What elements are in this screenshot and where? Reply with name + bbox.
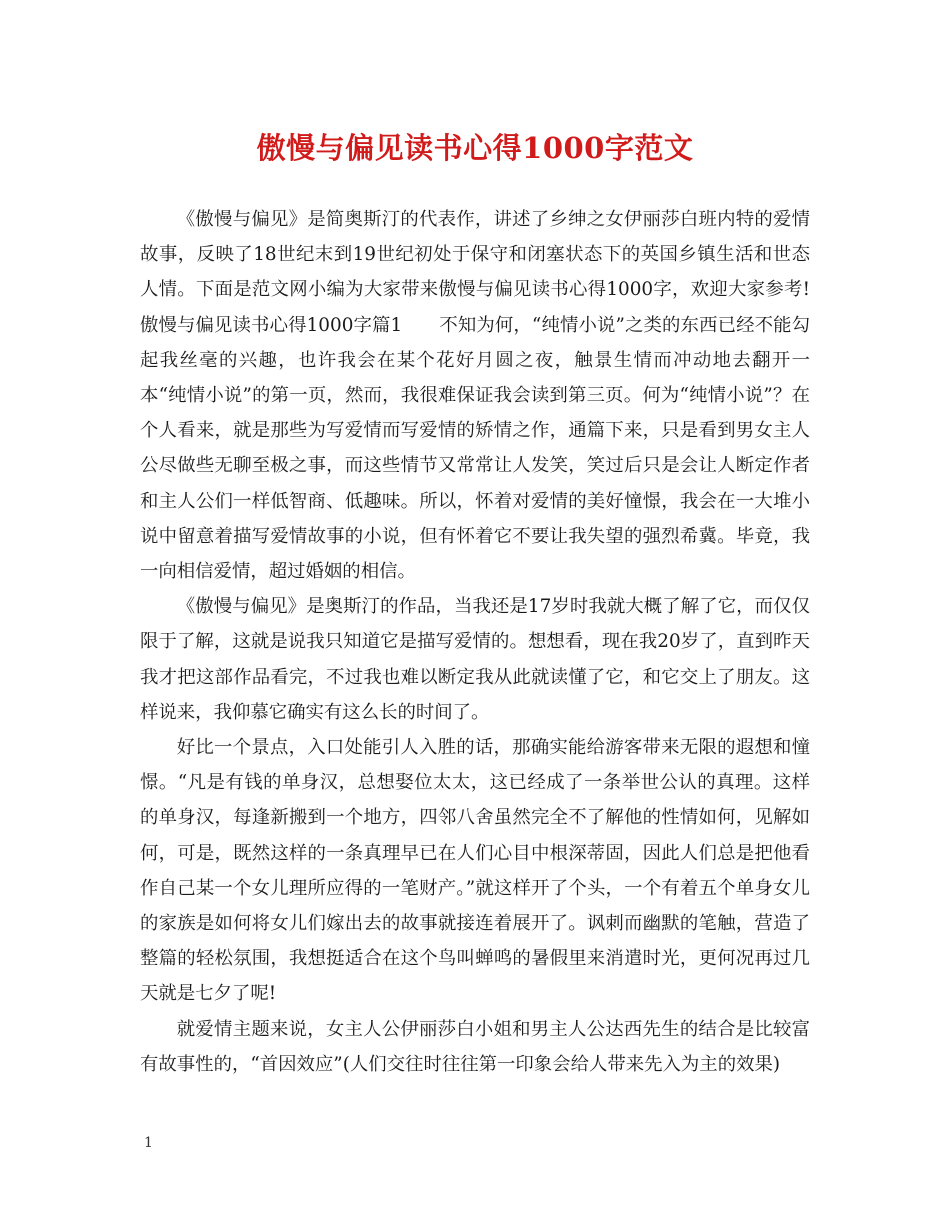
page-number: 1 [144,1135,153,1151]
paragraph-intro: 《傲慢与偏见》是简奥斯汀的代表作，讲述了乡绅之女伊丽莎白班内特的爱情故事，反映了18世纪末到19世纪初处于保守和闭塞状态下的英国乡镇生活和世态人情。下面是范文网小编为大家带来傲慢与偏见读书心得1000字，欢迎大家参考! 傲慢与偏见读书心得1000字篇1 不知为何，“纯情小说”之类的东西已经不能勾起我丝毫的兴趣，也许我会在某个花好月圆之夜，触景生情而冲动地去翻开一本“纯情小说”的第一页，然而，我很难保证我会读到第三页。何为“纯情小说”？在个人看来，就是那些为写爱情而写爱情的矫情之作，通篇下来，只是看到男女主人公尽做些无聊至极之事，而这些情节又常常让人发笑，笑过后只是会让人断定作者和主人公们一样低智商、低趣味。所以，怀着对爱情的美好憧憬，我会在一大堆小说中留意着描写爱情故事的小说，但有怀着它不要让我失望的强烈希冀。毕竟，我一向相信爱情，超过婚姻的相信。 [140,209,816,583]
document-body [140,202,816,1082]
paragraph-fourth: 就爱情主题来说，女主人公伊丽莎白小姐和男主人公达西先生的结合是比较富有故事性的，“首因效应”(人们交往时往往第一印象会给人带来先入为主的效果) [140,1018,810,1075]
document-title: 傲慢与偏见读书心得1000字范文 [256,131,694,165]
paragraph-second: 《傲慢与偏见》是奥斯汀的作品，当我还是17岁时我就大概了解了它，而仅仅限于了解，这就是说我只知道它是描写爱情的。想想看，现在我20岁了，直到昨天我才把这部作品看完，不过我也难以断定我从此就读懂了它，和它交上了朋友。这样说来，我仰慕它确实有这么长的时间了。 [140,596,810,723]
paragraph-third: 好比一个景点，入口处能引人入胜的话，那确实能给游客带来无限的遐想和憧憬。“凡是有钱的单身汉，总想娶位太太，这已经成了一条举世公认的真理。这样的单身汉，每逢新搬到一个地方，四邻八舍虽然完全不了解他的性情如何，见解如何，可是，既然这样的一条真理早已在人们心目中根深蒂固，因此人们总是把他看作自己某一个女儿理所应得的一笔财产。”就这样开了个头，一个有着五个单身女儿的家族是如何将女儿们嫁出去的故事就接连着展开了。讽刺而幽默的笔触，营造了整篇的轻松氛围，我想挺适合在这个鸟叫蝉鸣的暑假里来消遣时光，更何况再过几天就是七夕了呢! [140,737,810,1005]
